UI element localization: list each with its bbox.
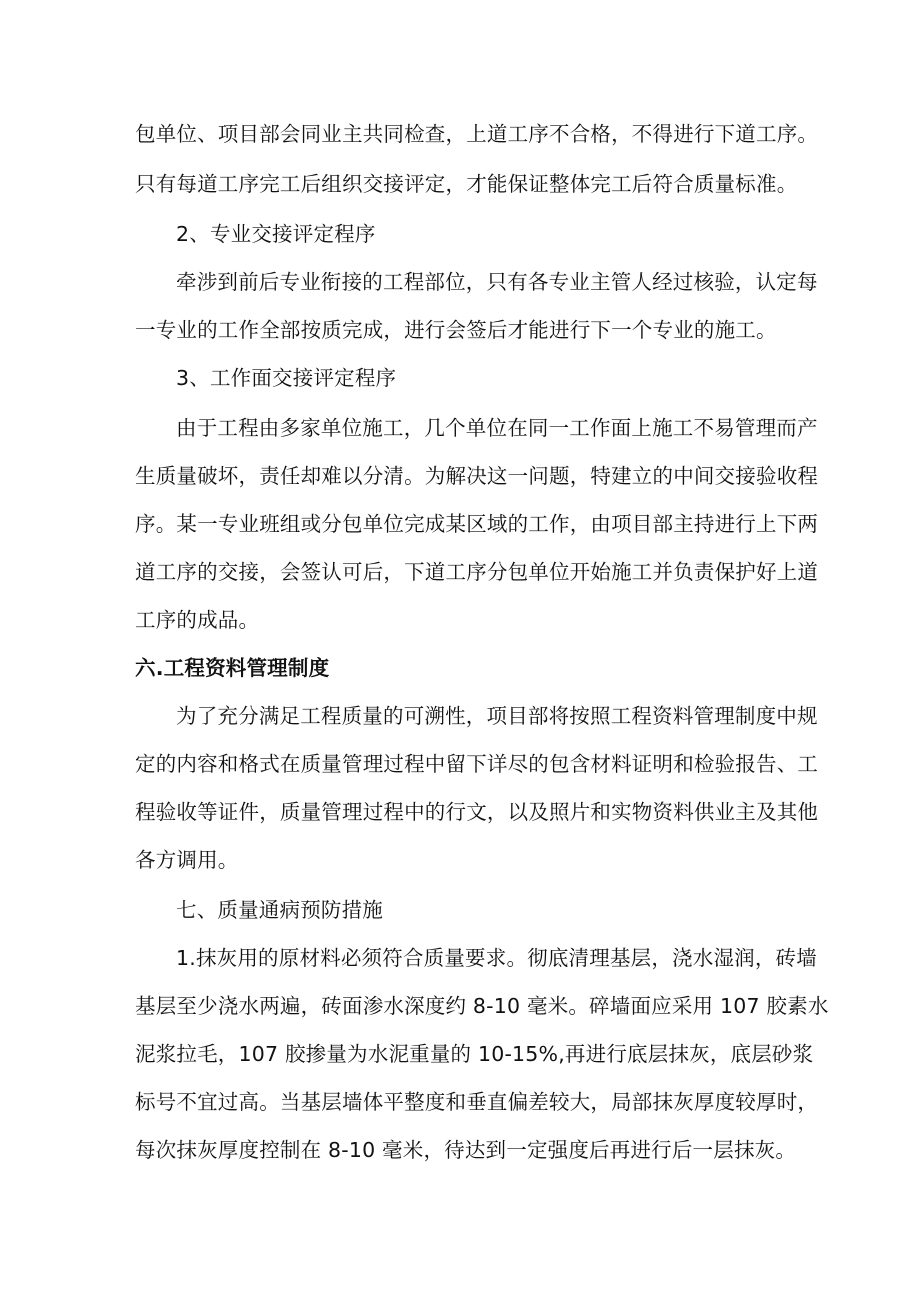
paragraph-line: 基层至少浇水两遍，砖面渗水深度约 8-10 毫米。碎墙面应采用 107 胶素水 [135,994,829,1018]
paragraph-line: 定的内容和格式在质量管理过程中留下详尽的包含材料证明和检验报告、工 [135,752,819,776]
subheading-3: 3、工作面交接评定程序 [176,366,397,390]
paragraph-line: 每次抹灰厚度控制在 8-10 毫米，待达到一定强度后再进行后一层抹灰。 [135,1138,797,1162]
paragraph-line: 包单位、项目部会同业主共同检查，上道工序不合格，不得进行下道工序。 [135,122,819,146]
paragraph-line: 只有每道工序完工后组织交接评定，才能保证整体完工后符合质量标准。 [135,172,798,196]
section-heading-7: 七、质量通病预防措施 [176,898,383,922]
paragraph-line: 泥浆拉毛，107 胶掺量为水泥重量的 10-15%,再进行底层抹灰，底层砂浆 [135,1042,814,1066]
paragraph-line: 一专业的工作全部按质完成，进行会签后才能进行下一个专业的施工。 [135,318,777,342]
paragraph-line: 各方调用。 [135,848,239,872]
paragraph-line: 1.抹灰用的原材料必须符合质量要求。彻底清理基层，浇水湿润，砖墙 [176,946,817,970]
paragraph-line: 生质量破坏，责任却难以分清。为解决这一问题，特建立的中间交接验收程 [135,464,819,488]
paragraph-line: 道工序的交接，会签认可后，下道工序分包单位开始施工并负责保护好上道 [135,560,819,584]
paragraph-line: 序。某一专业班组或分包单位完成某区域的工作，由项目部主持进行上下两 [135,512,819,536]
subheading-2: 2、专业交接评定程序 [176,222,376,246]
section-heading-6: 六.工程资料管理制度 [135,656,330,680]
paragraph-line: 由于工程由多家单位施工，几个单位在同一工作面上施工不易管理而产 [176,416,818,440]
paragraph-line: 标号不宜过高。当基层墙体平整度和垂直偏差较大，局部抹灰厚度较厚时， [135,1090,819,1114]
paragraph-line: 工序的成品。 [135,608,260,632]
paragraph-line: 程验收等证件，质量管理过程中的行文，以及照片和实物资料供业主及其他 [135,800,819,824]
paragraph-line: 为了充分满足工程质量的可溯性，项目部将按照工程资料管理制度中规 [176,704,818,728]
paragraph-line: 牵涉到前后专业衔接的工程部位，只有各专业主管人经过核验，认定每 [176,270,818,294]
